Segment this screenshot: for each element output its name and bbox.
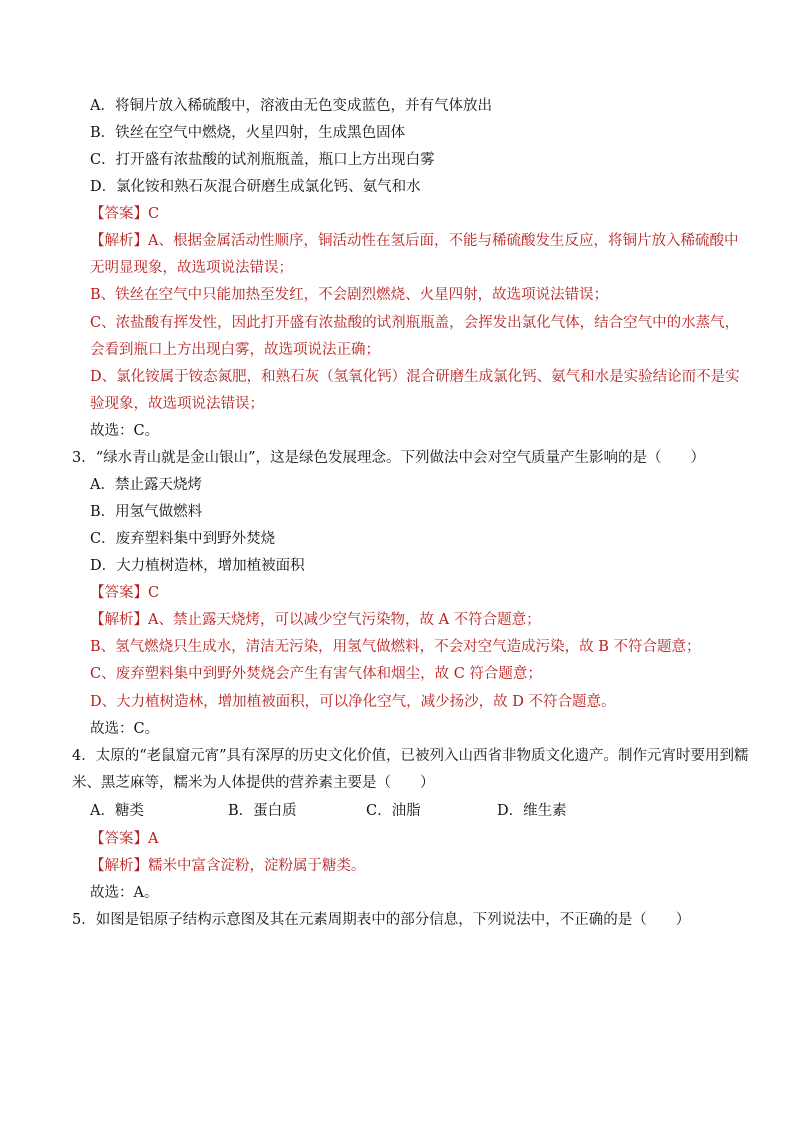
analysis-tag: 【解析】 xyxy=(90,233,148,249)
q2-analysis-line-7: 验现象，故选项说法错误； xyxy=(90,396,264,412)
q2-conclusion: 故选：C。 xyxy=(90,423,160,439)
q3-analysis-line-4: D、大力植树造林，增加植被面积，可以净化空气，减少扬沙，故 D 不符合题意。 xyxy=(90,694,616,710)
q2-option-b: B．铁丝在空气中燃烧，火星四射，生成黑色固体 xyxy=(90,125,406,141)
answer-tag: 【答案】 xyxy=(90,831,148,847)
q4-analysis xyxy=(90,856,366,876)
q2-analysis-line-3: B、铁丝在空气中只能加热至发红，不会剧烈燃烧、火星四射，故选项说法错误； xyxy=(90,287,609,303)
q2-answer xyxy=(90,204,159,224)
q3-analysis-line-3: C、废弃塑料集中到野外焚烧会产生有害气体和烟尘，故 C 符合题意； xyxy=(90,666,542,682)
answer-value: C xyxy=(148,206,160,222)
q4-option-a: A．糖类 xyxy=(90,803,144,819)
q2-option-d: D．氯化铵和熟石灰混合研磨生成氯化钙、氨气和水 xyxy=(90,179,421,195)
analysis-tag: 【解析】 xyxy=(90,612,148,628)
analysis-text: A、根据金属活动性顺序，铜活动性在氢后面，不能与稀硫酸发生反应，将铜片放入稀硫酸中 xyxy=(148,233,739,249)
q3-option-c: C．废弃塑料集中到野外焚烧 xyxy=(90,531,276,547)
answer-tag: 【答案】 xyxy=(90,206,148,222)
analysis-text: A、禁止露天烧烤，可以减少空气污染物，故 A 不符合题意； xyxy=(148,612,541,628)
q4-answer xyxy=(90,829,158,849)
q3-option-b: B．用氢气做燃料 xyxy=(90,504,203,520)
q4-stem-line-1: 4．太原的“老鼠窟元宵”具有深厚的历史文化价值，已被列入山西省非物质文化遗产。制作元宵时要用到糯 xyxy=(72,748,749,764)
q3-stem: 3．“绿水青山就是金山银山”，这是绿色发展理念。下列做法中会对空气质量产生影响的是（ ） xyxy=(72,450,706,466)
q4-option-d: D．维生素 xyxy=(497,803,567,819)
q4-option-c: C．油脂 xyxy=(366,803,421,819)
q2-analysis-line-5: 会看到瓶口上方出现白雾，故选项说法正确； xyxy=(90,342,380,358)
q4-option-b: B．蛋白质 xyxy=(228,803,297,819)
answer-value: A xyxy=(148,831,159,847)
analysis-text: 糯米中富含淀粉，淀粉属于糖类。 xyxy=(148,858,366,874)
q4-stem-line-2: 米、黑芝麻等，糯米为人体提供的营养素主要是（ ） xyxy=(72,775,435,791)
q3-analysis-line-2: B、氢气燃烧只生成水，清洁无污染，用氢气做燃料，不会对空气造成污染，故 B 不符合题意； xyxy=(90,639,701,655)
q3-conclusion: 故选：C。 xyxy=(90,721,160,737)
q2-analysis-line-6: D、氯化铵属于铵态氮肥，和熟石灰（氢氧化钙）混合研磨生成氯化钙、氨气和水是实验结论而不是实 xyxy=(90,369,740,385)
q2-option-c: C．打开盛有浓盐酸的试剂瓶瓶盖，瓶口上方出现白雾 xyxy=(90,152,435,168)
answer-value: C xyxy=(148,585,160,601)
answer-tag: 【答案】 xyxy=(90,585,148,601)
q2-analysis-line-4: C、浓盐酸有挥发性，因此打开盛有浓盐酸的试剂瓶瓶盖，会挥发出氯化气体，结合空气中的水蒸气， xyxy=(90,315,740,331)
q2-analysis-line-1 xyxy=(90,231,738,251)
q3-answer xyxy=(90,583,159,603)
q2-option-a: A．将铜片放入稀硫酸中，溶液由无色变成蓝色，并有气体放出 xyxy=(90,98,492,114)
analysis-tag: 【解析】 xyxy=(90,858,148,874)
q2-analysis-line-2: 无明显现象，故选项说法错误； xyxy=(90,260,293,276)
q5-stem: 5．如图是铝原子结构示意图及其在元素周期表中的部分信息，下列说法中，不正确的是（ ） xyxy=(72,912,691,928)
q3-option-d: D．大力植树造林，增加植被面积 xyxy=(90,558,305,574)
q3-analysis-line-1 xyxy=(90,610,541,630)
q4-conclusion: 故选：A。 xyxy=(90,885,159,901)
q3-option-a: A．禁止露天烧烤 xyxy=(90,477,202,493)
